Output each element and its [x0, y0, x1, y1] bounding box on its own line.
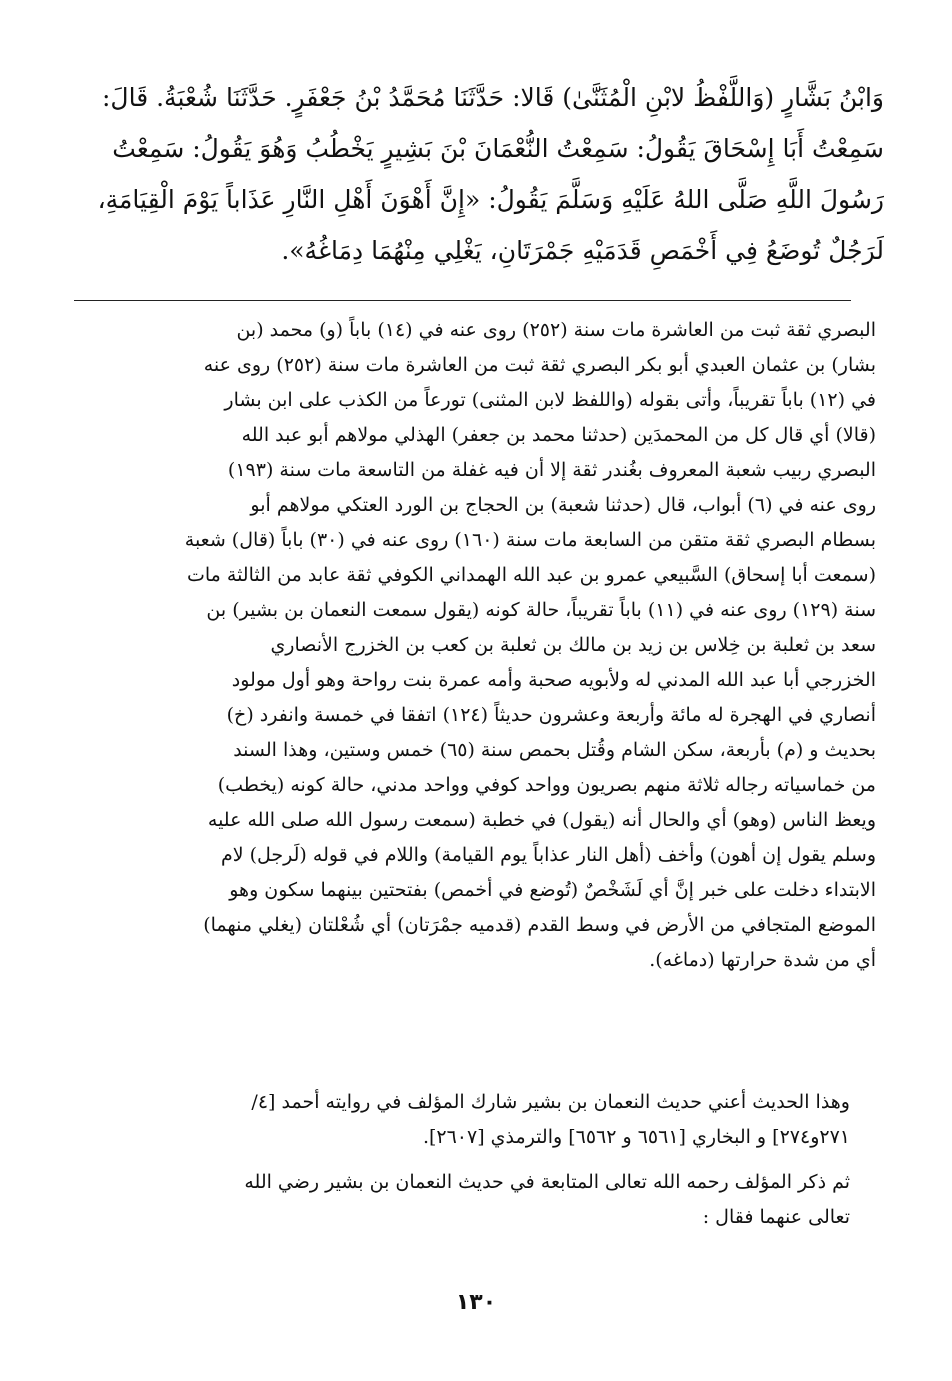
page-number: ١٣٠	[455, 1290, 497, 1315]
commentary-line: بشار) بن عثمان العبدي أبو بكر البصري ثقة ثبت من العاشرة مات سنة (٢٥٢) روى عنه	[203, 354, 876, 376]
commentary-line: بحديث و (م) بأربعة، سكن الشام وقُتل بحمص سنة (٦٥) خمس وستين، وهذا السند	[233, 739, 876, 761]
commentary-line: سنة (١٢٩) روى عنه في (١١) باباً تقريباً، حالة كونه (يقول سمعت النعمان بن بشير) بن	[206, 599, 876, 621]
commentary-line: البصري ثقة ثبت من العاشرة مات سنة (٢٥٢) روى عنه في (١٤) باباً (و) محمد (بن	[236, 319, 876, 341]
commentary-line: ويعظ الناس (وهو) أي والحال أنه (يقول) في خطبة (سمعت رسول الله صلى الله عليه	[207, 809, 876, 831]
commentary-line: الخزرجي أبا عبد الله المدني له ولأبويه صحبة وأمه عمرة بنت رواحة وهو أول مولود	[231, 669, 876, 691]
paragraph-gap	[76, 1155, 850, 1165]
note-line: تعالى عنهما فقال :	[702, 1206, 850, 1228]
commentary-line: بسطام البصري ثقة متقن من السابعة مات سنة (١٦٠) روى عنه في (٣٠) باباً (قال) شعبة	[184, 529, 876, 551]
commentary-line: الموضع المتجافي من الأرض في وسط القدم (قدميه جمْرَتان) أي شُعْلتان (يغلي منهما)	[203, 914, 876, 936]
commentary-line: في (١٢) باباً تقريباً، وأتى بقوله (واللفظ لابن المثنى) تورعاً من الكذب على ابن بشار	[224, 389, 876, 411]
notes-block	[76, 1085, 850, 1235]
note-line: ٢٧١و٢٧٤] و البخاري [٦٥٦١ و ٦٥٦٢] والترمذي [٢٦٠٧].	[422, 1126, 850, 1148]
commentary-line: (قالا) أي قال كل من المحمدَين (حدثنا محمد بن جعفر) الهذلي مولاهم أبو عبد الله	[241, 424, 876, 446]
commentary-line: أي من شدة حرارتها (دماغه).	[649, 949, 876, 971]
commentary-block	[72, 313, 876, 978]
hadith-line: سَمِعْتُ أَبَا إِسْحَاقَ يَقُولُ: سَمِعْتُ النُّعْمَانَ بْنَ بَشِيرٍ يَخْطُبُ وَهُوَ يَقُولُ: سَمِعْتُ	[112, 134, 884, 163]
commentary-line: روى عنه في (٦) أبواب، قال (حدثنا شعبة) بن الحجاج بن الورد العتكي مولاهم أبو	[250, 494, 876, 516]
commentary-line: من خماسياته رجاله ثلاثة منهم بصريون وواحد كوفي وواحد مدني، حالة كونه (يخطب)	[217, 774, 876, 796]
commentary-line: البصري ربيب شعبة المعروف بغُندر ثقة إلا أن فيه غفلة من التاسعة مات سنة (١٩٣)	[227, 459, 876, 481]
commentary-line: أنصاري في الهجرة له مائة وأربعة وعشرون حديثاً (١٢٤) اتفقا في خمسة وانفرد (خ)	[226, 704, 876, 726]
hadith-line: رَسُولَ اللَّهِ صَلَّى اللهُ عَلَيْهِ وَسَلَّمَ يَقُولُ: «إِنَّ أَهْوَنَ أَهْلِ النَّارِ عَذَاباً يَوْمَ الْقِيَامَةِ،	[97, 185, 884, 214]
hadith-text-block	[70, 72, 884, 276]
note-line: ثم ذكر المؤلف رحمه الله تعالى المتابعة في حديث النعمان بن بشير رضي الله	[244, 1171, 850, 1193]
section-divider	[74, 300, 851, 301]
commentary-line: (سمعت أبا إسحاق) السَّبيعي عمرو بن عبد الله الهمداني الكوفي ثقة عابد من الثالثة مات	[186, 564, 876, 586]
hadith-line: وَابْنُ بَشَّارٍ (وَاللَّفْظُ لابْنِ الْمُثَنَّىٰ) قَالا: حَدَّثَنَا مُحَمَّدُ بْنُ جَعْفَرٍ. حَدَّثَنَا شُعْبَةُ. قَالَ:	[102, 83, 884, 112]
commentary-line: الابتداء دخلت على خبر إنَّ أي لَشَخْصٌ (تُوضع في أخمص) بفتحتين بينهما سكون وهو	[229, 879, 876, 901]
hadith-line: لَرَجُلٌ تُوضَعُ فِي أَخْمَصِ قَدَمَيْهِ جَمْرَتَانِ، يَغْلِي مِنْهُمَا دِمَاغُهُ».	[281, 236, 884, 265]
commentary-line: وسلم يقول إن أهون) وأخف (أهل النار عذاباً يوم القيامة) واللام في قوله (لَرجل) لام	[220, 844, 876, 866]
note-line: وهذا الحديث أعني حديث النعمان بن بشير شارك المؤلف في روايته أحمد [٤/	[251, 1091, 850, 1113]
commentary-line: سعد بن ثعلبة بن خِلاس بن زيد بن مالك بن ثعلبة بن كعب بن الخزرج الأنصاري	[270, 634, 876, 656]
